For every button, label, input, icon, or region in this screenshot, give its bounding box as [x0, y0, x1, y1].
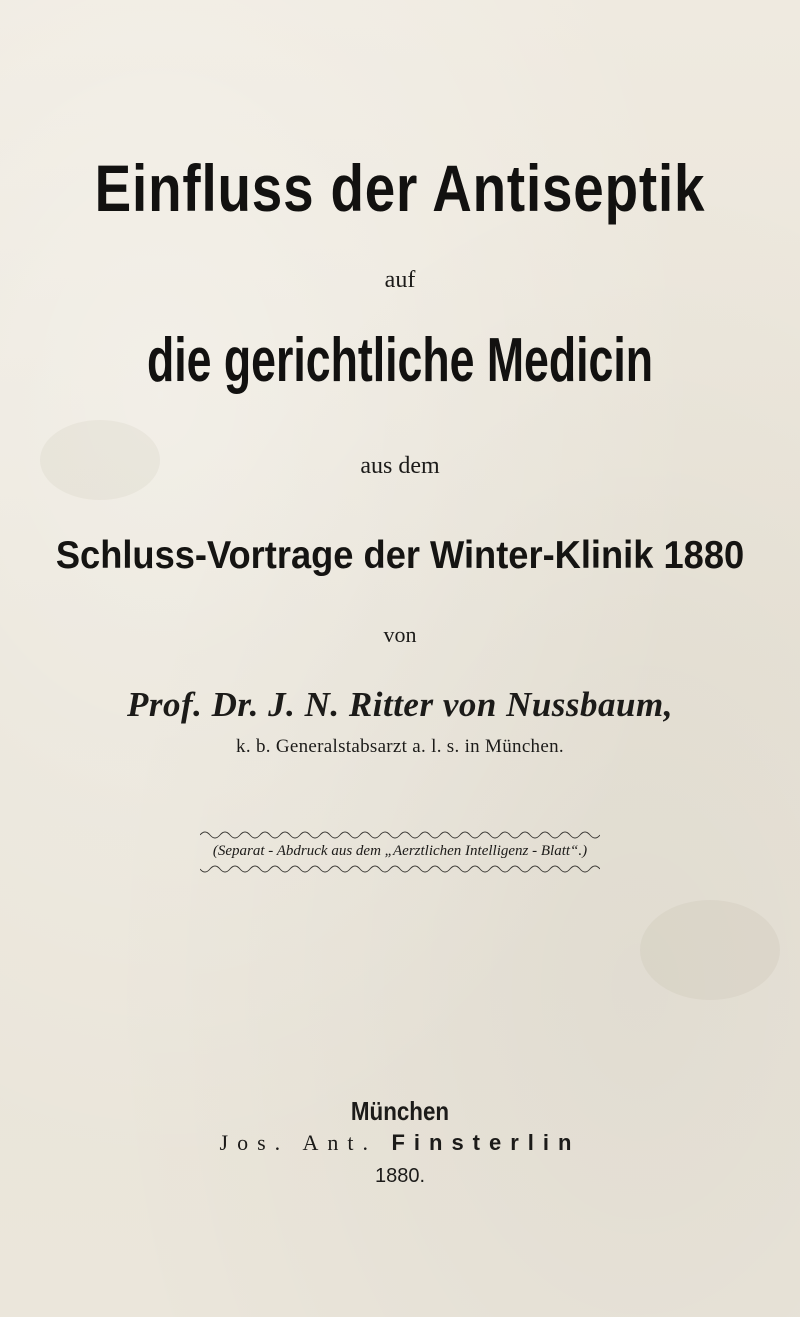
connector-aus-dem: aus dem [360, 453, 440, 479]
publisher-last-name: Finsterlin [391, 1130, 581, 1155]
imprint-publisher [0, 1130, 800, 1156]
author-name: Prof. Dr. J. N. Ritter von Nussbaum, [127, 685, 673, 724]
offprint-note: (Separat - Abdruck aus dem „Aerztlichen Intelligenz - Blatt“.) [212, 843, 588, 859]
publisher-first-name: Jos. Ant. [219, 1130, 377, 1155]
main-title: Einfluss der Antiseptik [94, 151, 706, 225]
connector-auf: auf [384, 267, 416, 293]
author-rank: k. b. Generalstabsarzt a. l. s. in München. [236, 736, 564, 757]
ornament-wave-top-icon [200, 829, 600, 839]
lecture-title: Schluss-Vortrage der Winter-Klinik 1880 [55, 534, 745, 577]
imprint-city: München [350, 1096, 450, 1126]
ornament-wave-bottom-icon [200, 865, 600, 875]
imprint-year: 1880. [374, 1165, 426, 1187]
paper-stain [640, 900, 780, 1000]
subtitle: die gerichtliche Medicin [146, 326, 654, 395]
connector-von: von [383, 622, 417, 647]
